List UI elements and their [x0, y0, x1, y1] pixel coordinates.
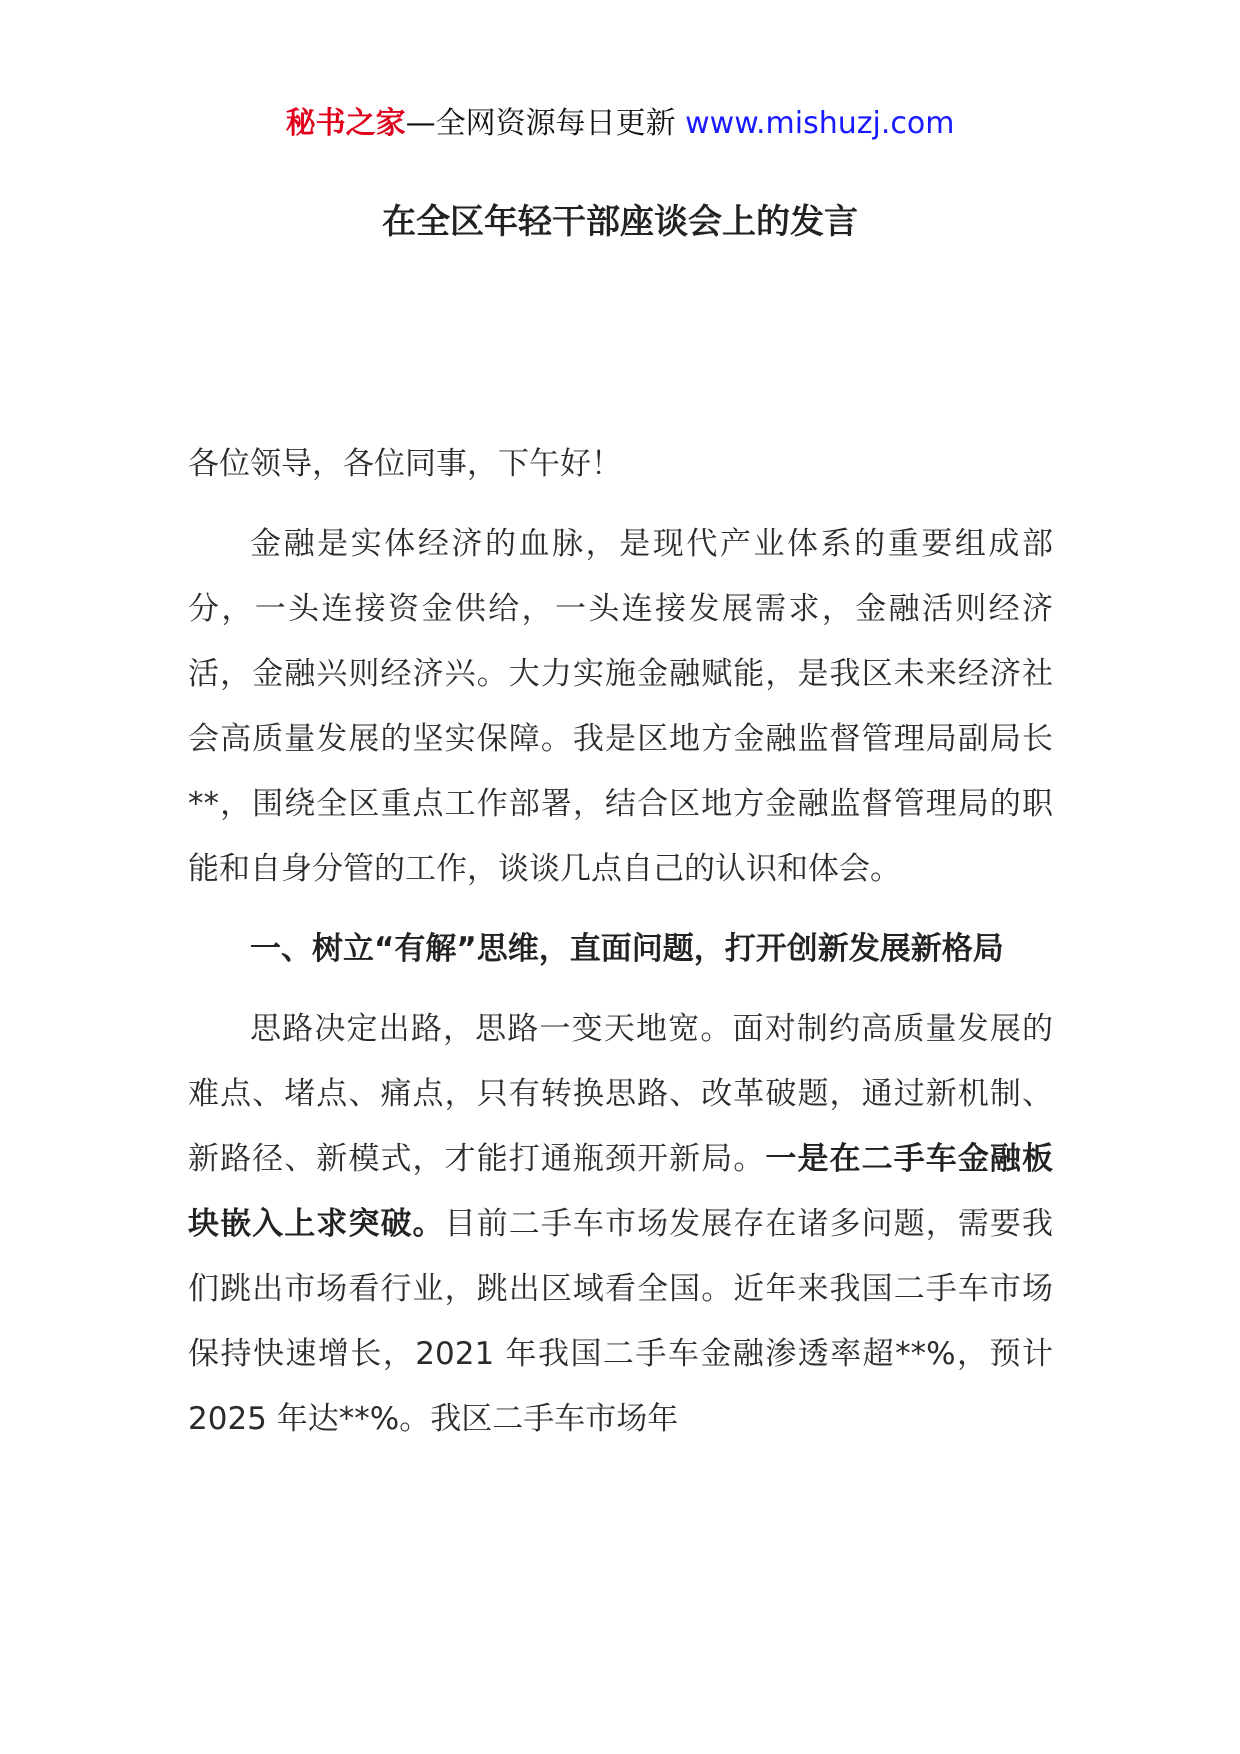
- site-header: [0, 104, 1240, 144]
- paragraph-rest: 目前二手车市场发展存在诸多问题，需要我们跳出市场看行业，跳出区域看全国。近年来我国二手车市场保持快速增长，2021 年我国二手车金融渗透率超**%，预计 2025 年达**%。我区二手车市场年: [188, 1206, 1054, 1437]
- paragraph-intro: 金融是实体经济的血脉，是现代产业体系的重要组成部分，一头连接资金供给，一头连接发展需求，金融活则经济活，金融兴则经济兴。大力实施金融赋能，是我区未来经济社会高质量发展的坚实保障。我是区地方金融监督管理局副局长**，围绕全区重点工作部署，结合区地方金融监督管理局的职能和自身分管的工作，谈谈几点自己的认识和体会。: [188, 526, 1053, 887]
- paragraph-bold-point: 一是在二手车金融板块嵌入上求突破。: [188, 1141, 1054, 1242]
- site-url-link[interactable]: www.mishuzj.com: [685, 106, 955, 141]
- paragraph-lead: 思路决定出路，思路一变天地宽。面对制约高质量发展的难点、堵点、痛点，只有转换思路、改革破题，通过新机制、新路径、新模式，才能打通瓶颈开新局。: [188, 1011, 1053, 1177]
- document-title: 在全区年轻干部座谈会上的发言: [382, 202, 858, 242]
- brand-name: 秘书之家: [285, 106, 406, 141]
- document-body: [188, 432, 1053, 1467]
- section-heading-1: 一、树立“有解”思维，直面问题，打开创新发展新格局: [250, 931, 1004, 967]
- greeting: 各位领导，各位同事，下午好！: [188, 446, 622, 482]
- paragraph-section-1: [188, 997, 1053, 1452]
- header-slogan: —全网资源每日更新: [405, 106, 676, 141]
